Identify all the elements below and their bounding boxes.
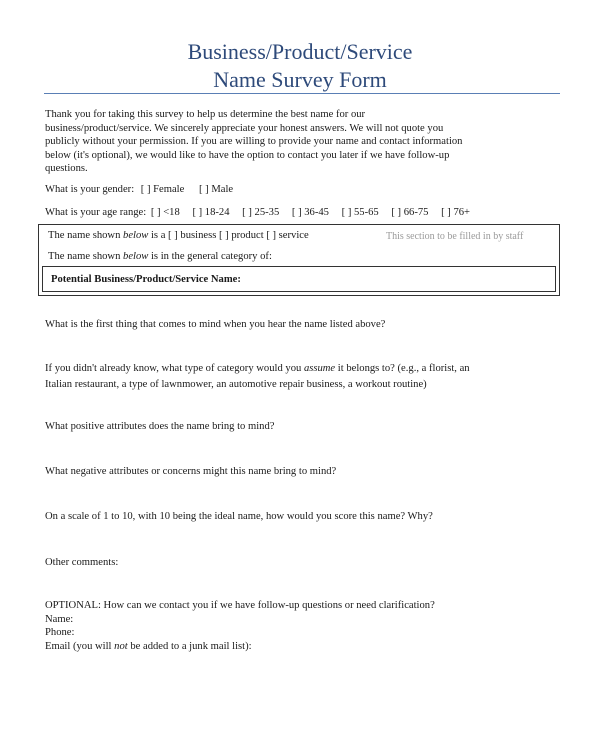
potential-name-box xyxy=(42,266,556,292)
question-other-comments: Other comments: xyxy=(45,557,119,568)
intro-line: publicly without your permission. If you are willing to provide your name and contact information xyxy=(45,136,463,148)
age-option[interactable]: [ ] 55-65 xyxy=(341,207,379,218)
category-type-row xyxy=(48,229,309,243)
intro-paragraph xyxy=(45,108,462,176)
contact-email-label[interactable] xyxy=(45,640,435,654)
question-category-assumption xyxy=(45,362,470,391)
age-label: What is your age range: xyxy=(45,207,147,218)
intro-line: Thank you for taking this survey to help us determine the best name for our xyxy=(45,109,366,120)
question-category-emphasis: assume xyxy=(303,363,336,374)
title-divider xyxy=(44,93,560,94)
age-option[interactable]: [ ] <18 xyxy=(150,207,180,218)
email-label-suffix: be added to a junk mail list): xyxy=(127,640,252,652)
intro-line: business/product/service. We sincerely appreciate your honest answers. We will not quote you xyxy=(45,122,444,134)
email-label-prefix: Email (you will xyxy=(45,640,115,652)
optional-contact-section xyxy=(45,599,435,653)
question-first-thing: What is the first thing that comes to mind when you hear the name listed above? xyxy=(45,319,386,330)
gender-option-female[interactable]: [ ] Female xyxy=(140,184,185,195)
age-option[interactable]: [ ] 18-24 xyxy=(192,207,230,218)
question-score: On a scale of 1 to 10, with 10 being the ideal name, how would you score this name? Why? xyxy=(45,511,433,522)
form-title xyxy=(0,38,600,94)
question-category-prefix: If you didn't already know, what type of category would you xyxy=(45,363,304,374)
gender-question xyxy=(45,183,233,197)
form-title-line-1: Business/Product/Service xyxy=(187,39,413,64)
question-negative-attributes: What negative attributes or concerns might this name bring to mind? xyxy=(45,466,337,477)
category-type-emphasis: below xyxy=(123,230,149,241)
intro-line: below (it's optional), we would like to have the option to contact you later if we have follow-up xyxy=(45,149,450,161)
staff-section-box xyxy=(38,224,560,296)
age-option[interactable]: [ ] 66-75 xyxy=(391,207,429,218)
optional-contact-question: OPTIONAL: How can we contact you if we have follow-up questions or need clarification? xyxy=(45,600,435,611)
contact-phone-label[interactable]: Phone: xyxy=(45,627,75,639)
general-category-emphasis: below xyxy=(123,251,149,262)
general-category-prefix: The name shown xyxy=(48,251,124,262)
potential-name-label: Potential Business/Product/Service Name: xyxy=(51,274,241,285)
staff-note: This section to be filled in by staff xyxy=(386,231,524,242)
intro-line: questions. xyxy=(45,163,88,175)
question-category-line-1 xyxy=(45,362,470,376)
gender-label: What is your gender: xyxy=(45,184,135,195)
age-option[interactable]: [ ] 36-45 xyxy=(291,207,329,218)
question-category-line-2: Italian restaurant, a type of lawnmower, an automotive repair business, a workout routine) xyxy=(45,378,427,390)
question-category-suffix: it belongs to? (e.g., a florist, an xyxy=(335,363,470,374)
age-option[interactable]: [ ] 25-35 xyxy=(242,207,280,218)
category-type-options[interactable]: is a [ ] business [ ] product [ ] service xyxy=(148,230,309,241)
contact-name-label[interactable]: Name: xyxy=(45,613,74,625)
gender-option-male[interactable]: [ ] Male xyxy=(199,184,234,195)
form-title-line-2: Name Survey Form xyxy=(213,67,387,92)
category-type-prefix: The name shown xyxy=(48,230,124,241)
email-label-emphasis: not xyxy=(114,640,128,652)
age-question xyxy=(45,206,470,220)
general-category-row xyxy=(48,250,272,264)
question-positive-attributes: What positive attributes does the name bring to mind? xyxy=(45,421,275,432)
age-option[interactable]: [ ] 76+ xyxy=(441,207,471,218)
general-category-suffix: is in the general category of: xyxy=(148,251,272,262)
